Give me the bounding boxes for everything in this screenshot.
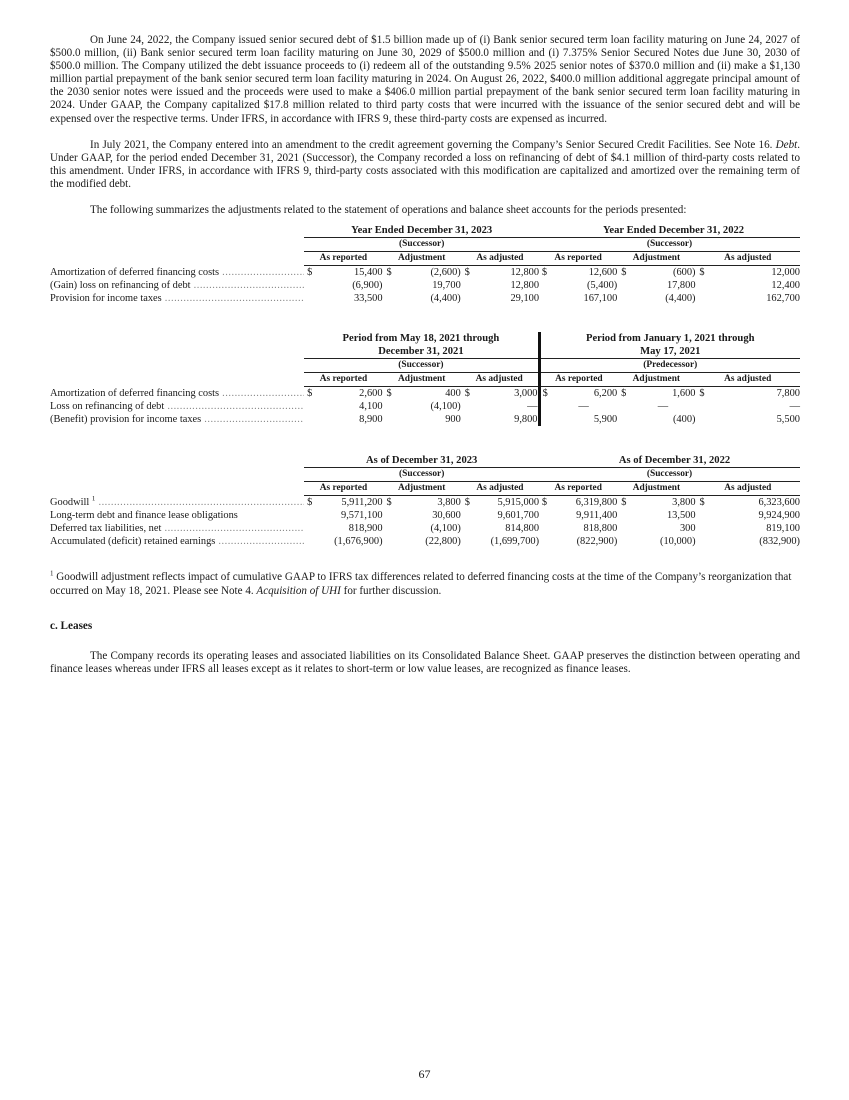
row-label: (Benefit) provision for income taxes ..... — [50, 413, 304, 426]
table-row — [50, 292, 800, 305]
cell: (4,100) — [430, 401, 461, 413]
page-number: 67 — [418, 1067, 431, 1081]
t1-period1-title: Year Ended December 31, 2023 — [304, 224, 539, 238]
p2-text-a: In July 2021, the Company entered into an amendment to the credit agreement governing the Company’s Senior Secured Credit Facilities. See Note 16. — [90, 138, 776, 151]
cell: — — [474, 400, 539, 413]
dollar-sign: $ — [621, 388, 627, 400]
cell: 7,800 — [776, 388, 800, 400]
t1-col-reported-2: As reported — [539, 252, 617, 266]
footnote-text-b: for further discussion. — [340, 585, 442, 598]
t3-col-reported-1: As reported — [304, 482, 382, 496]
section-heading-leases: c. Leases — [50, 620, 93, 633]
cell: 3,800 — [672, 497, 696, 509]
cell: 5,900 — [593, 414, 618, 426]
footnote-ref: 1 — [91, 495, 96, 503]
cell: 1,600 — [672, 388, 696, 400]
cell: (4,400) — [430, 293, 461, 305]
cell: — — [578, 401, 589, 413]
cell: (2,600) — [430, 267, 461, 279]
dollar-sign: $ — [307, 267, 313, 279]
cell: 9,601,700 — [497, 510, 540, 522]
cell: 4,100 — [359, 401, 383, 413]
t3-period2-title: As of December 31, 2022 — [539, 454, 800, 468]
goodwill-label: Goodwill — [50, 497, 90, 509]
t2-col-adjustment-1: Adjustment — [383, 373, 461, 387]
cell: 19,700 — [432, 280, 461, 292]
row-label: Amortization of deferred financing costs ..... — [50, 266, 304, 280]
t3-period1-sub: (Successor) — [304, 468, 539, 482]
cell: 9,800 — [474, 413, 539, 426]
cell: (10,000) — [660, 536, 696, 548]
cell: 9,924,900 — [758, 510, 800, 522]
t3-col-adjusted-1: As adjusted — [461, 482, 539, 496]
dollar-sign: $ — [541, 497, 548, 509]
cell: 30,600 — [432, 510, 461, 522]
table-row — [50, 509, 800, 522]
cell: (5,400) — [586, 280, 618, 292]
cell: 17,800 — [666, 280, 696, 292]
t2-col-reported-2: As reported — [539, 373, 617, 387]
cell: 818,900 — [348, 523, 383, 535]
dollar-sign: $ — [542, 388, 548, 400]
table-operations-2021 — [50, 332, 800, 426]
footnote-mark: 1 — [50, 569, 54, 578]
cell: 5,911,200 — [341, 497, 383, 509]
t1-period2-title: Year Ended December 31, 2022 — [539, 224, 800, 238]
cell: 12,600 — [588, 267, 618, 279]
cell: (822,900) — [576, 536, 618, 548]
t2-col-adjustment-2: Adjustment — [617, 373, 695, 387]
cell: — — [789, 401, 800, 413]
row-label: Deferred tax liabilities, net ..... — [50, 522, 304, 535]
dollar-sign: $ — [307, 388, 313, 400]
t1-col-adjustment-2: Adjustment — [617, 252, 695, 266]
t2-period1-title-line2: December 31, 2021 — [304, 345, 539, 359]
cell: 162,700 — [766, 293, 800, 305]
footnote-uhi-ref: Acquisition of UHI — [256, 585, 341, 598]
cell: 2,600 — [359, 388, 383, 400]
t3-col-reported-2: As reported — [539, 482, 617, 496]
cell: 3,800 — [437, 497, 461, 509]
cell: 900 — [445, 414, 461, 426]
dollar-sign: $ — [541, 267, 548, 279]
table-row — [50, 413, 800, 426]
t2-period2-title-line1: Period from January 1, 2021 through — [585, 333, 755, 345]
cell: (400) — [672, 414, 696, 426]
t1-col-reported-1: As reported — [304, 252, 382, 266]
cell: (1,699,700) — [490, 536, 540, 548]
cell: 300 — [679, 523, 696, 535]
table-row — [50, 266, 800, 280]
t3-col-adjustment-1: Adjustment — [383, 482, 461, 496]
dollar-sign: $ — [699, 267, 705, 279]
cell: (4,400) — [665, 293, 696, 305]
cell: 400 — [445, 388, 461, 400]
table-row — [50, 496, 800, 510]
cell: 6,200 — [593, 388, 618, 400]
dollar-sign: $ — [621, 267, 627, 279]
footnote-goodwill — [50, 570, 800, 598]
row-label: Loss on refinancing of debt ..... — [50, 400, 304, 413]
t1-period1-sub: (Successor) — [304, 238, 539, 252]
cell: 29,100 — [510, 293, 540, 305]
cell: 13,500 — [666, 510, 696, 522]
t2-period2-title-line2: May 17, 2021 — [539, 345, 800, 359]
t3-period1-title: As of December 31, 2023 — [304, 454, 539, 468]
paragraph-credit-amendment — [50, 139, 800, 191]
dollar-sign: $ — [621, 497, 627, 509]
paragraph-leases: The Company records its operating leases and associated liabilities on its Consolidated Balance Sheet. GAAP preserves the distinction between operating and finance leases whereas under IFRS all leases except as it relates to short-term or low value leases, are recognized as finance leases. — [50, 650, 800, 676]
dollar-sign: $ — [699, 388, 705, 400]
t2-col-adjusted-1: As adjusted — [461, 373, 539, 387]
cell: 33,500 — [353, 293, 383, 305]
table-row — [50, 535, 800, 548]
t1-col-adjusted-2: As adjusted — [696, 252, 800, 266]
paragraph-debt-issuance: On June 24, 2022, the Company issued senior secured debt of $1.5 billion made up of (i) Bank senior secured term loan facility maturing on June 24, 2027 of $500.0 million, (ii) Bank senior secured term loan facility maturing on June 30, 2029 of $500.0 million and (i) 7.375% Senior Secured Notes due June 30, 2030 of $500.0 million. The Company utilized the debt issuance proceeds to (i) redeem all of the outstanding 9.5% 2025 senior notes of $370.0 million and (ii) make a $1,130 million partial prepayment of the bank senior secured term loan facility maturing in 2024. On August 26, 2022, $400.0 million additional aggregate principal amount of the 2030 senior notes were issued and the proceeds were used to make a $406.0 million partial prepayment of the bank senior secured term loan facility maturing in 2024. Under GAAP, the Company capitalized $17.8 million related to third party costs that were incurred with the issuance of the senior secured debt and will be expensed over the respective terms. Under IFRS, in accordance with IFRS 9, these third-party costs are expensed as incurred. — [50, 34, 800, 125]
document-page — [50, 34, 800, 676]
paragraph-summary-intro: The following summarizes the adjustments related to the statement of operations and balance sheet accounts for the periods presented: — [90, 204, 687, 217]
cell: 5,500 — [776, 414, 800, 426]
cell: 12,800 — [510, 267, 540, 279]
cell: 12,400 — [771, 280, 800, 292]
row-label — [50, 496, 304, 510]
cell: 6,323,600 — [758, 497, 800, 509]
dollar-sign: $ — [464, 497, 470, 509]
row-label: Accumulated (deficit) retained earnings ..... — [50, 535, 304, 548]
cell: (832,900) — [759, 536, 800, 548]
cell: 9,911,400 — [576, 510, 618, 522]
t2-period1-sub: (Successor) — [304, 359, 539, 373]
table-balance-sheet — [50, 454, 800, 548]
t2-period2-sub: (Predecessor) — [539, 359, 800, 373]
cell: 6,319,800 — [575, 497, 618, 509]
table-row — [50, 400, 800, 413]
t1-col-adjusted-1: As adjusted — [461, 252, 539, 266]
row-label: Amortization of deferred financing costs ..... — [50, 387, 304, 401]
dollar-sign: $ — [386, 497, 392, 509]
cell: (22,800) — [425, 536, 461, 548]
cell: 5,915,000 — [497, 497, 540, 509]
cell: 12,800 — [510, 280, 540, 292]
dollar-sign: $ — [386, 388, 392, 400]
cell: (1,676,900) — [334, 536, 383, 548]
cell: 8,900 — [359, 414, 383, 426]
cell: 12,000 — [771, 267, 800, 279]
table-row — [50, 279, 800, 292]
table-operations-2023-2022 — [50, 224, 800, 305]
t2-period1-title-line1: Period from May 18, 2021 through — [304, 332, 539, 345]
cell: (4,100) — [430, 523, 461, 535]
dollar-sign: $ — [307, 497, 313, 509]
cell: 15,400 — [353, 267, 383, 279]
dollar-sign: $ — [699, 497, 705, 509]
t3-period2-sub: (Successor) — [539, 468, 800, 482]
t3-col-adjusted-2: As adjusted — [696, 482, 800, 496]
p2-debt-ref: Debt — [775, 138, 798, 151]
cell: 167,100 — [583, 293, 618, 305]
t3-col-adjustment-2: Adjustment — [617, 482, 695, 496]
cell: 818,800 — [583, 523, 618, 535]
p2-text-b: . Under GAAP, for the period ended December 31, 2021 (Successor), the Company recorded a loss on refinancing of debt of $4.1 million of third-party costs related to this amendment. Under IFRS, in accordance with IFRS 9, third-party costs associated with this modification are capitalized and amortized over the remaining term of the modified debt. — [50, 138, 800, 190]
dollar-sign: $ — [386, 267, 392, 279]
cell: 819,100 — [766, 523, 800, 535]
footnote-text-a: Goodwill adjustment reflects impact of cumulative GAAP to IFRS tax differences related to deferred financing costs at the time of the Company’s reorganization that occurred on May 18, 2021. Please see Note 4. — [50, 571, 792, 598]
cell: (6,900) — [352, 280, 383, 292]
cell: 814,800 — [505, 523, 540, 535]
cell: (600) — [673, 267, 696, 279]
row-label: Long-term debt and finance lease obligations — [50, 510, 238, 522]
table-row — [50, 387, 800, 401]
cell: 3,000 — [474, 387, 539, 401]
t2-col-adjusted-2: As adjusted — [695, 373, 800, 387]
row-label: (Gain) loss on refinancing of debt ..... — [50, 279, 304, 292]
cell: — — [657, 401, 669, 413]
dollar-sign: $ — [464, 267, 470, 279]
dollar-sign: $ — [464, 388, 470, 400]
t1-period2-sub: (Successor) — [539, 238, 800, 252]
table-row — [50, 522, 800, 535]
cell: 9,571,100 — [341, 510, 383, 522]
t1-col-adjustment-1: Adjustment — [383, 252, 461, 266]
row-label: Provision for income taxes ..... — [50, 292, 304, 305]
t2-col-reported-1: As reported — [304, 373, 382, 387]
